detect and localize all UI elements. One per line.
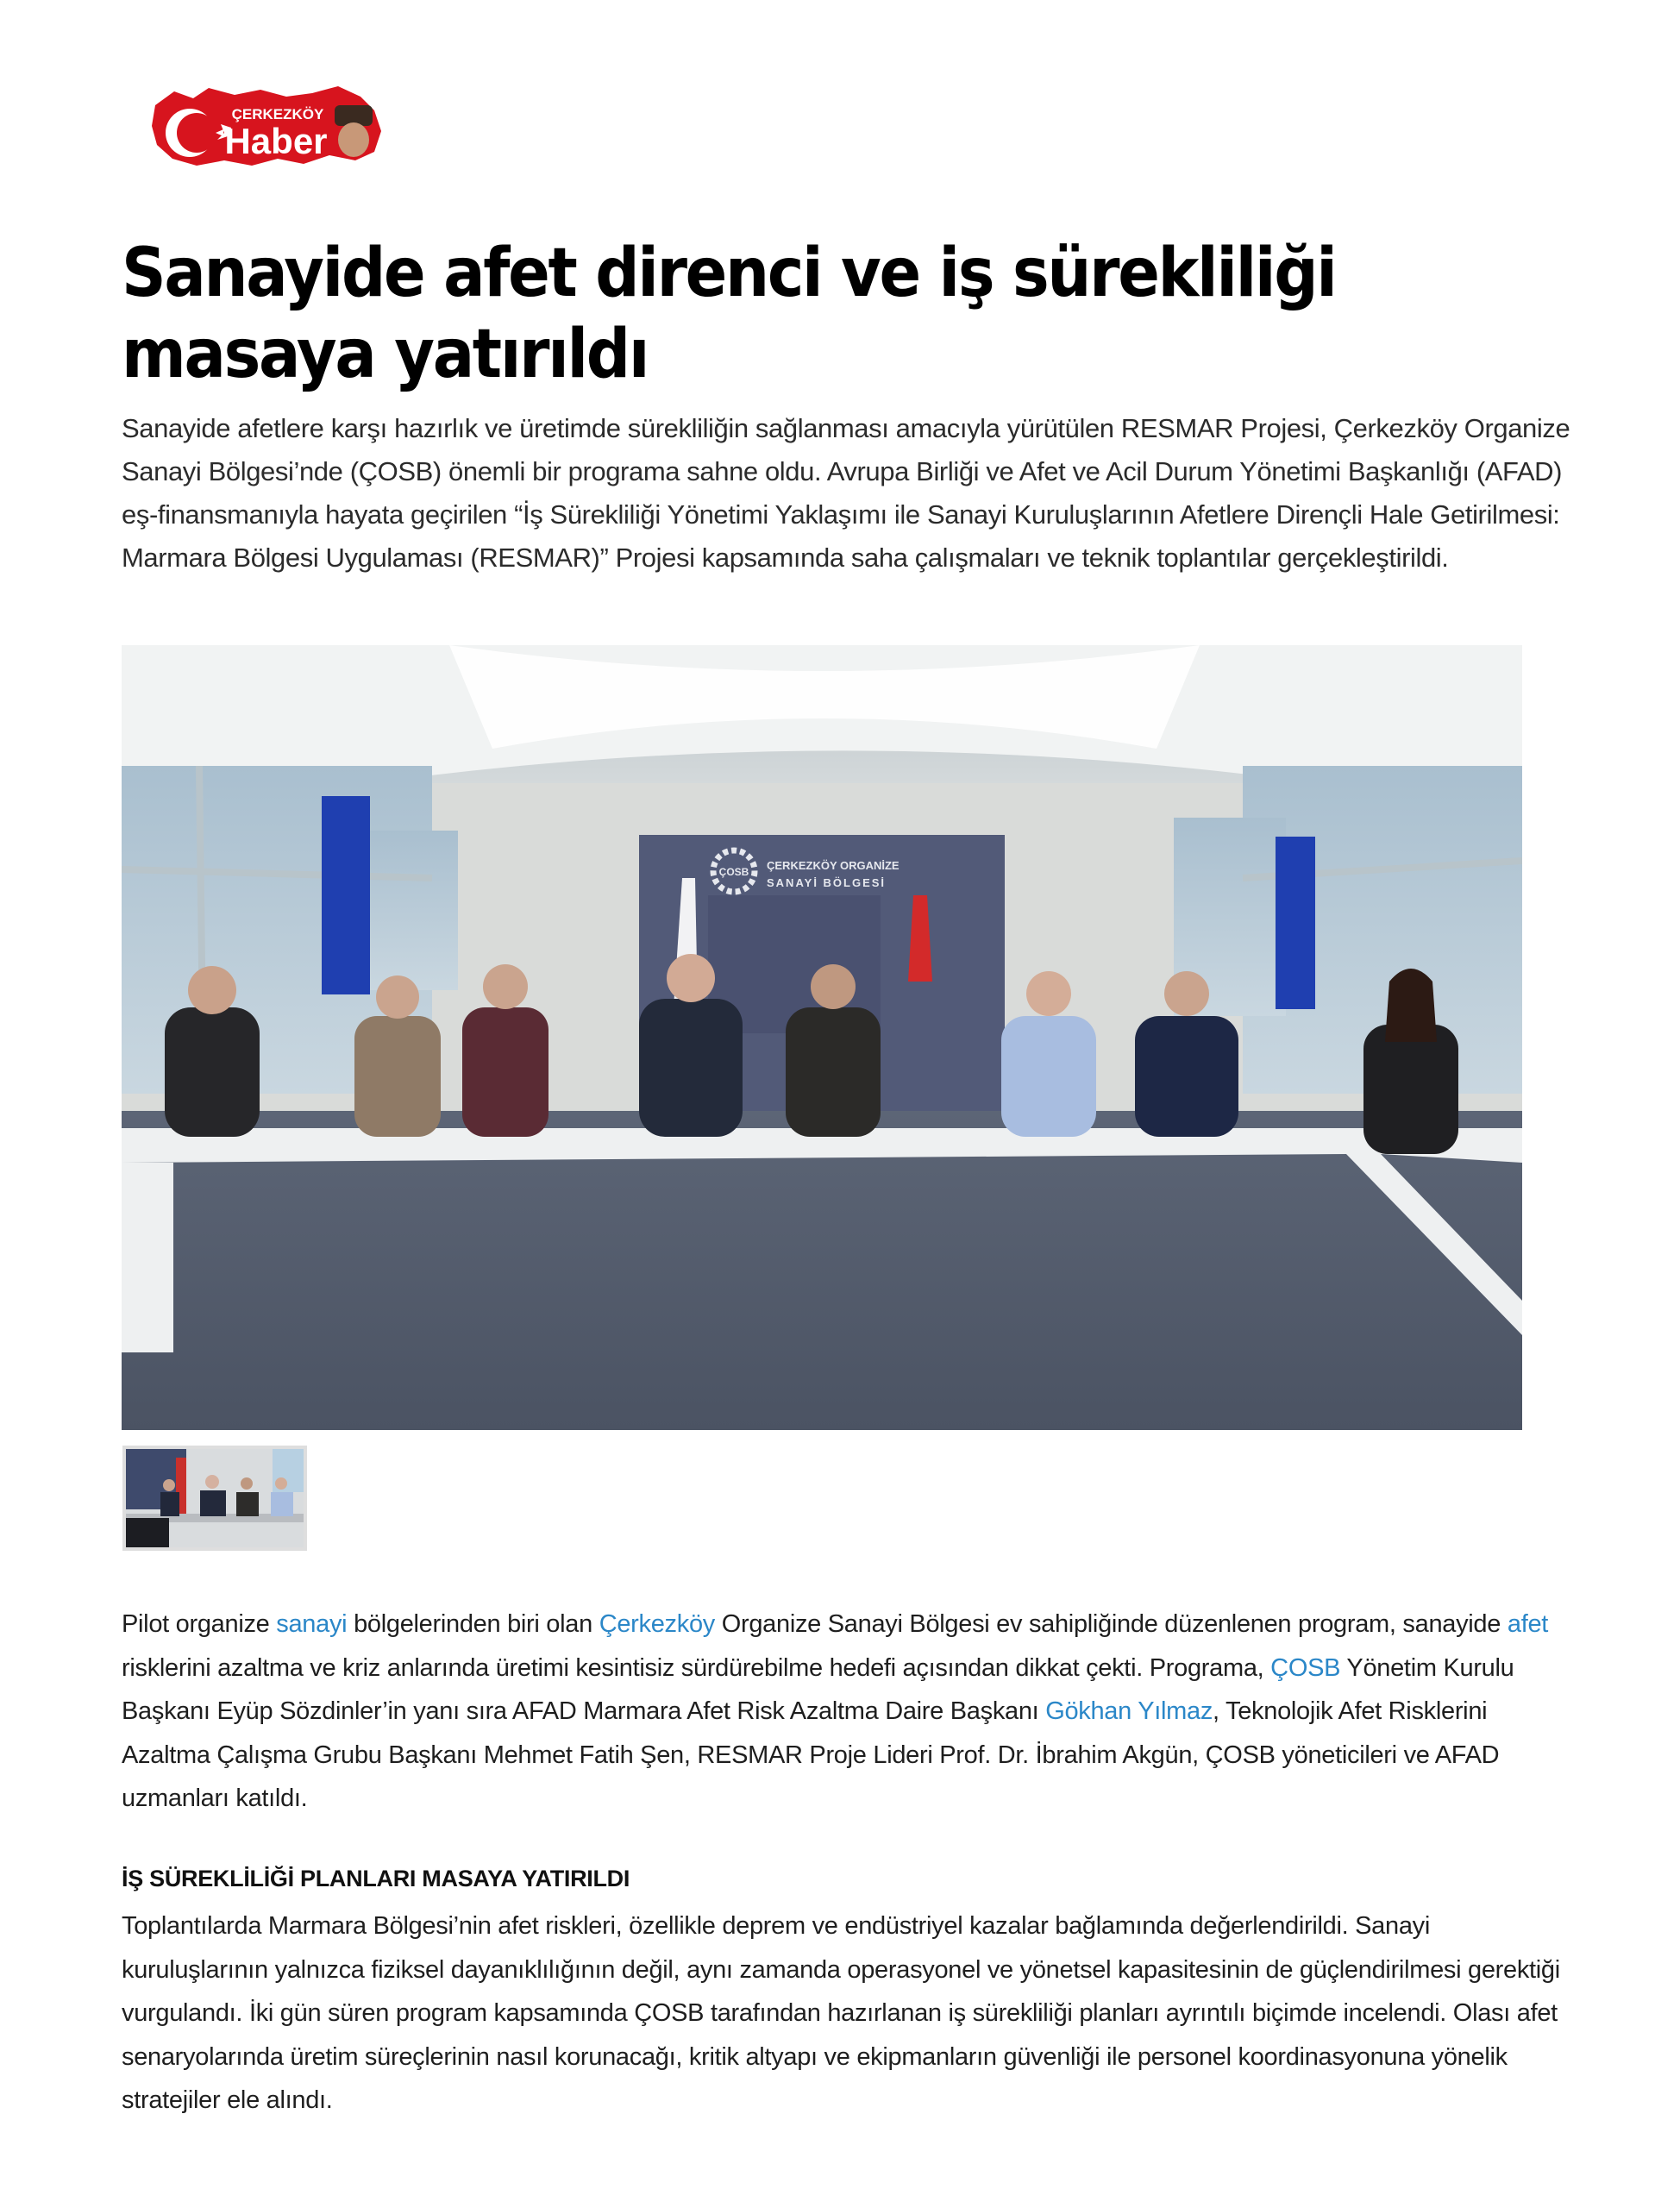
gallery-thumbnail[interactable] bbox=[122, 1446, 307, 1551]
meeting-thumbnail-image bbox=[126, 1449, 304, 1547]
link-afet[interactable]: afet bbox=[1507, 1610, 1549, 1638]
site-logo[interactable] bbox=[148, 79, 386, 172]
logo-top-text: ÇERKEZKÖY bbox=[231, 106, 324, 122]
paragraph-text: , Teknolojik Afet Risklerini Azaltma Çalışma Grubu Başkanı Mehmet Fatih Şen, RESMAR Proje Lideri Prof. Dr. İbrahim Akgün, ÇOSB yöneticileri ve AFAD uzmanları katıldı. bbox=[122, 1697, 1500, 1812]
article-paragraph-2: Toplantılarda Marmara Bölgesi’nin afet riskleri, özellikle deprem ve endüstriyel kazalar bağlamında değerlendirildi. Sanayi kuruluşlarının yalnızca fiziksel dayanıklılığının değil, aynı zamanda operasyonel ve yönetsel kapasitesinin de güçlendirilmesi gerektiği vurgulandı. İki gün süren program kapsamında ÇOSB tarafından hazırlanan iş sürekliliği planları ayrıntılı biçimde incelendi. Olası afet senaryolarında üretim süreçlerinin nasıl korunacağı, kritik altyapı ve ekipmanların güvenliği ile personel koordinasyonuna yönelik stratejiler ele alındı. bbox=[122, 1912, 1560, 2114]
backdrop-line-2: SANAYİ BÖLGESİ bbox=[767, 876, 887, 889]
backdrop-logo-text: ÇOSB bbox=[718, 866, 749, 878]
paragraph-text: Organize Sanayi Bölgesi ev sahipliğinde düzenlenen program, sanayide bbox=[714, 1610, 1508, 1638]
paragraph-text: Yönetim Kurulu Başkanı Eyüp Sözdinler’in yanı sıra AFAD Marmara Afet Risk Azaltma Daire Başkanı bbox=[122, 1653, 1514, 1725]
article-title bbox=[122, 233, 1439, 395]
article-main-photo[interactable] bbox=[122, 645, 1522, 1430]
article-title-line-2: masaya yatırıldı bbox=[122, 316, 649, 393]
paragraph-text: bölgelerinden biri olan bbox=[347, 1610, 599, 1638]
article-subheading: İŞ SÜREKLİLİĞİ PLANLARI MASAYA YATIRILDI bbox=[122, 1866, 630, 1891]
link-cerkezkoy[interactable]: Çerkezköy bbox=[599, 1610, 715, 1638]
article-paragraph-1 bbox=[122, 1603, 1570, 1821]
link-cosb[interactable]: ÇOSB bbox=[1270, 1653, 1341, 1682]
meeting-room-photo bbox=[122, 645, 1522, 1430]
logo-main-text: Haber bbox=[224, 121, 328, 161]
article-title-line-1: Sanayide afet direnci ve iş sürekliliği bbox=[122, 235, 1336, 312]
turkey-map-flag-logo-icon bbox=[148, 79, 386, 172]
paragraph-text: risklerini azaltma ve kriz anlarında üretimi kesintisiz sürdürebilme hedefi açısından dikkat çekti. Programa, bbox=[122, 1653, 1271, 1682]
link-sanayi[interactable]: sanayi bbox=[276, 1610, 348, 1638]
paragraph-text: Pilot organize bbox=[122, 1610, 277, 1638]
backdrop-line-1: ÇERKEZKÖY ORGANİZE bbox=[767, 859, 900, 872]
link-gokhan-yilmaz[interactable]: Gökhan Yılmaz bbox=[1045, 1697, 1213, 1725]
article-lead: Sanayide afetlere karşı hazırlık ve üretimde sürekliliğin sağlanması amacıyla yürütülen RESMAR Projesi, Çerkezköy Organize Sanayi Bölgesi’nde (ÇOSB) önemli bir programa sahne oldu. Avrupa Birliği ve Afet ve Acil Durum Yönetimi Başkanlığı (AFAD) eş-finansmanıyla hayata geçirilen “İş Sürekliliği Yönetimi Yaklaşımı ile Sanayi Kuruluşlarının Afetlere Dirençli Hale Getirilmesi: Marmara Bölgesi Uygulaması (RESMAR)” Projesi kapsamında saha çalışmaları ve teknik toplantılar gerçekleştirildi. bbox=[122, 413, 1570, 573]
